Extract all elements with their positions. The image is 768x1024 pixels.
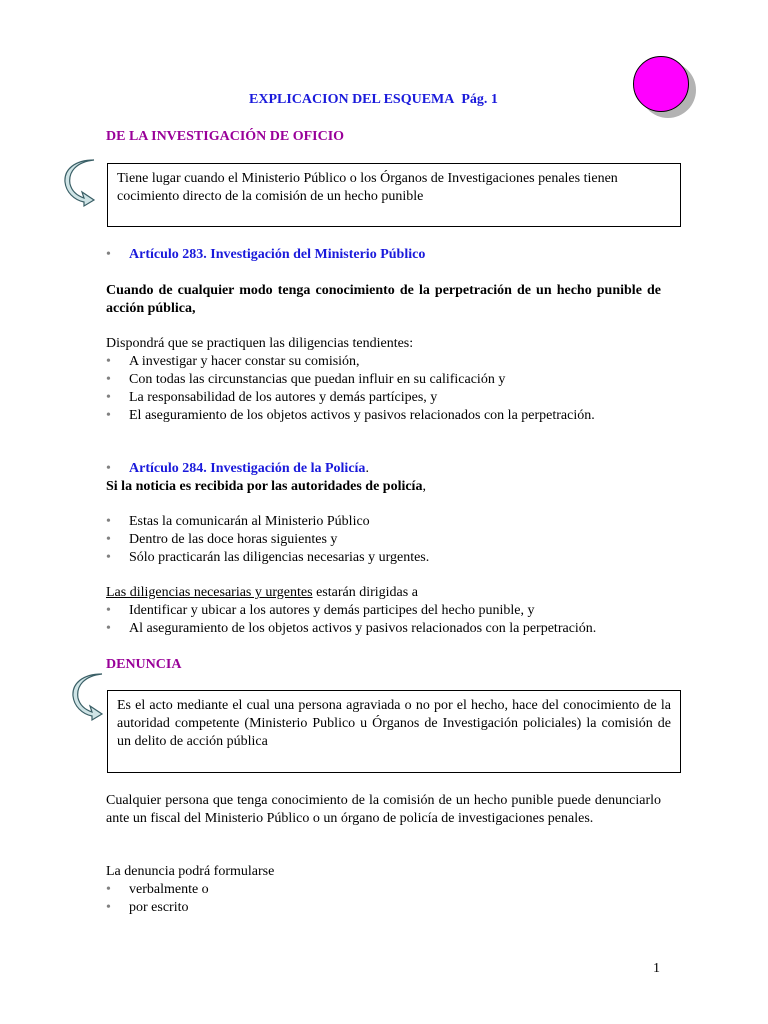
section-heading-investigacion: DE LA INVESTIGACIÓN DE OFICIO [106, 129, 345, 144]
curved-arrow-icon [72, 672, 106, 722]
bullet-icon: • [106, 550, 111, 565]
bullet-icon: • [106, 900, 111, 915]
box-line-2: cocimiento directo de la comisión de un hecho punible [117, 189, 424, 204]
bullet-icon: • [106, 408, 111, 423]
section-heading-denuncia: DENUNCIA [106, 657, 182, 672]
page-label: Pág. 1 [461, 92, 498, 107]
bullet-icon: • [106, 514, 111, 529]
document-title [249, 92, 498, 108]
box-line-1: Tiene lugar cuando el Ministerio Público o los Órganos de Investigaciones penales tienen [117, 171, 618, 186]
article-283-title: Artículo 283. Investigación del Ministerio Público [129, 247, 426, 262]
magenta-circle-icon [633, 56, 689, 112]
bullet-icon: • [106, 372, 111, 387]
bullet-icon: • [106, 461, 111, 476]
article-284-title: Artículo 284. Investigación de la Policía [129, 461, 366, 476]
curved-arrow-icon [64, 158, 98, 208]
bullet-icon: • [106, 390, 111, 405]
article-283-bold-paragraph: Cuando de cualquier modo tenga conocimiento de la perpetración de un hecho punible de acción pública, [106, 283, 661, 316]
denuncia-box-text: Es el acto mediante el cual una persona agraviada o no por el hecho, hace del conocimiento de la autoridad competente (Ministerio Publico u Órganos de Investigación policiales) la comisión de un delito de acción pública [117, 698, 671, 749]
denuncia-intro: La denuncia podrá formularse [106, 864, 275, 879]
bullet-icon: • [106, 354, 111, 369]
denuncia-paragraph: Cualquier persona que tenga conocimiento de la comisión de un hecho punible puede denunciarlo ante un fiscal del Ministerio Público o un órgano de policía de investigaciones penales. [106, 793, 661, 826]
page-number: 1 [653, 961, 660, 976]
bullet-icon: • [106, 247, 111, 262]
bullet-icon: • [106, 603, 111, 618]
bullet-icon: • [106, 882, 111, 897]
bullet-icon: • [106, 532, 111, 547]
article-283-intro: Dispondrá que se practiquen las diligencias tendientes: [106, 336, 414, 351]
definition-box-denuncia [107, 690, 681, 773]
article-284-bold-line: Si la noticia es recibida por las autoridades de policía, [106, 479, 426, 494]
diligencias-line: Las diligencias necesarias y urgentes estarán dirigidas a [106, 585, 418, 600]
definition-box-oficio [107, 163, 681, 227]
bullet-icon: • [106, 621, 111, 636]
title-text: EXPLICACION DEL ESQUEMA [249, 92, 455, 107]
